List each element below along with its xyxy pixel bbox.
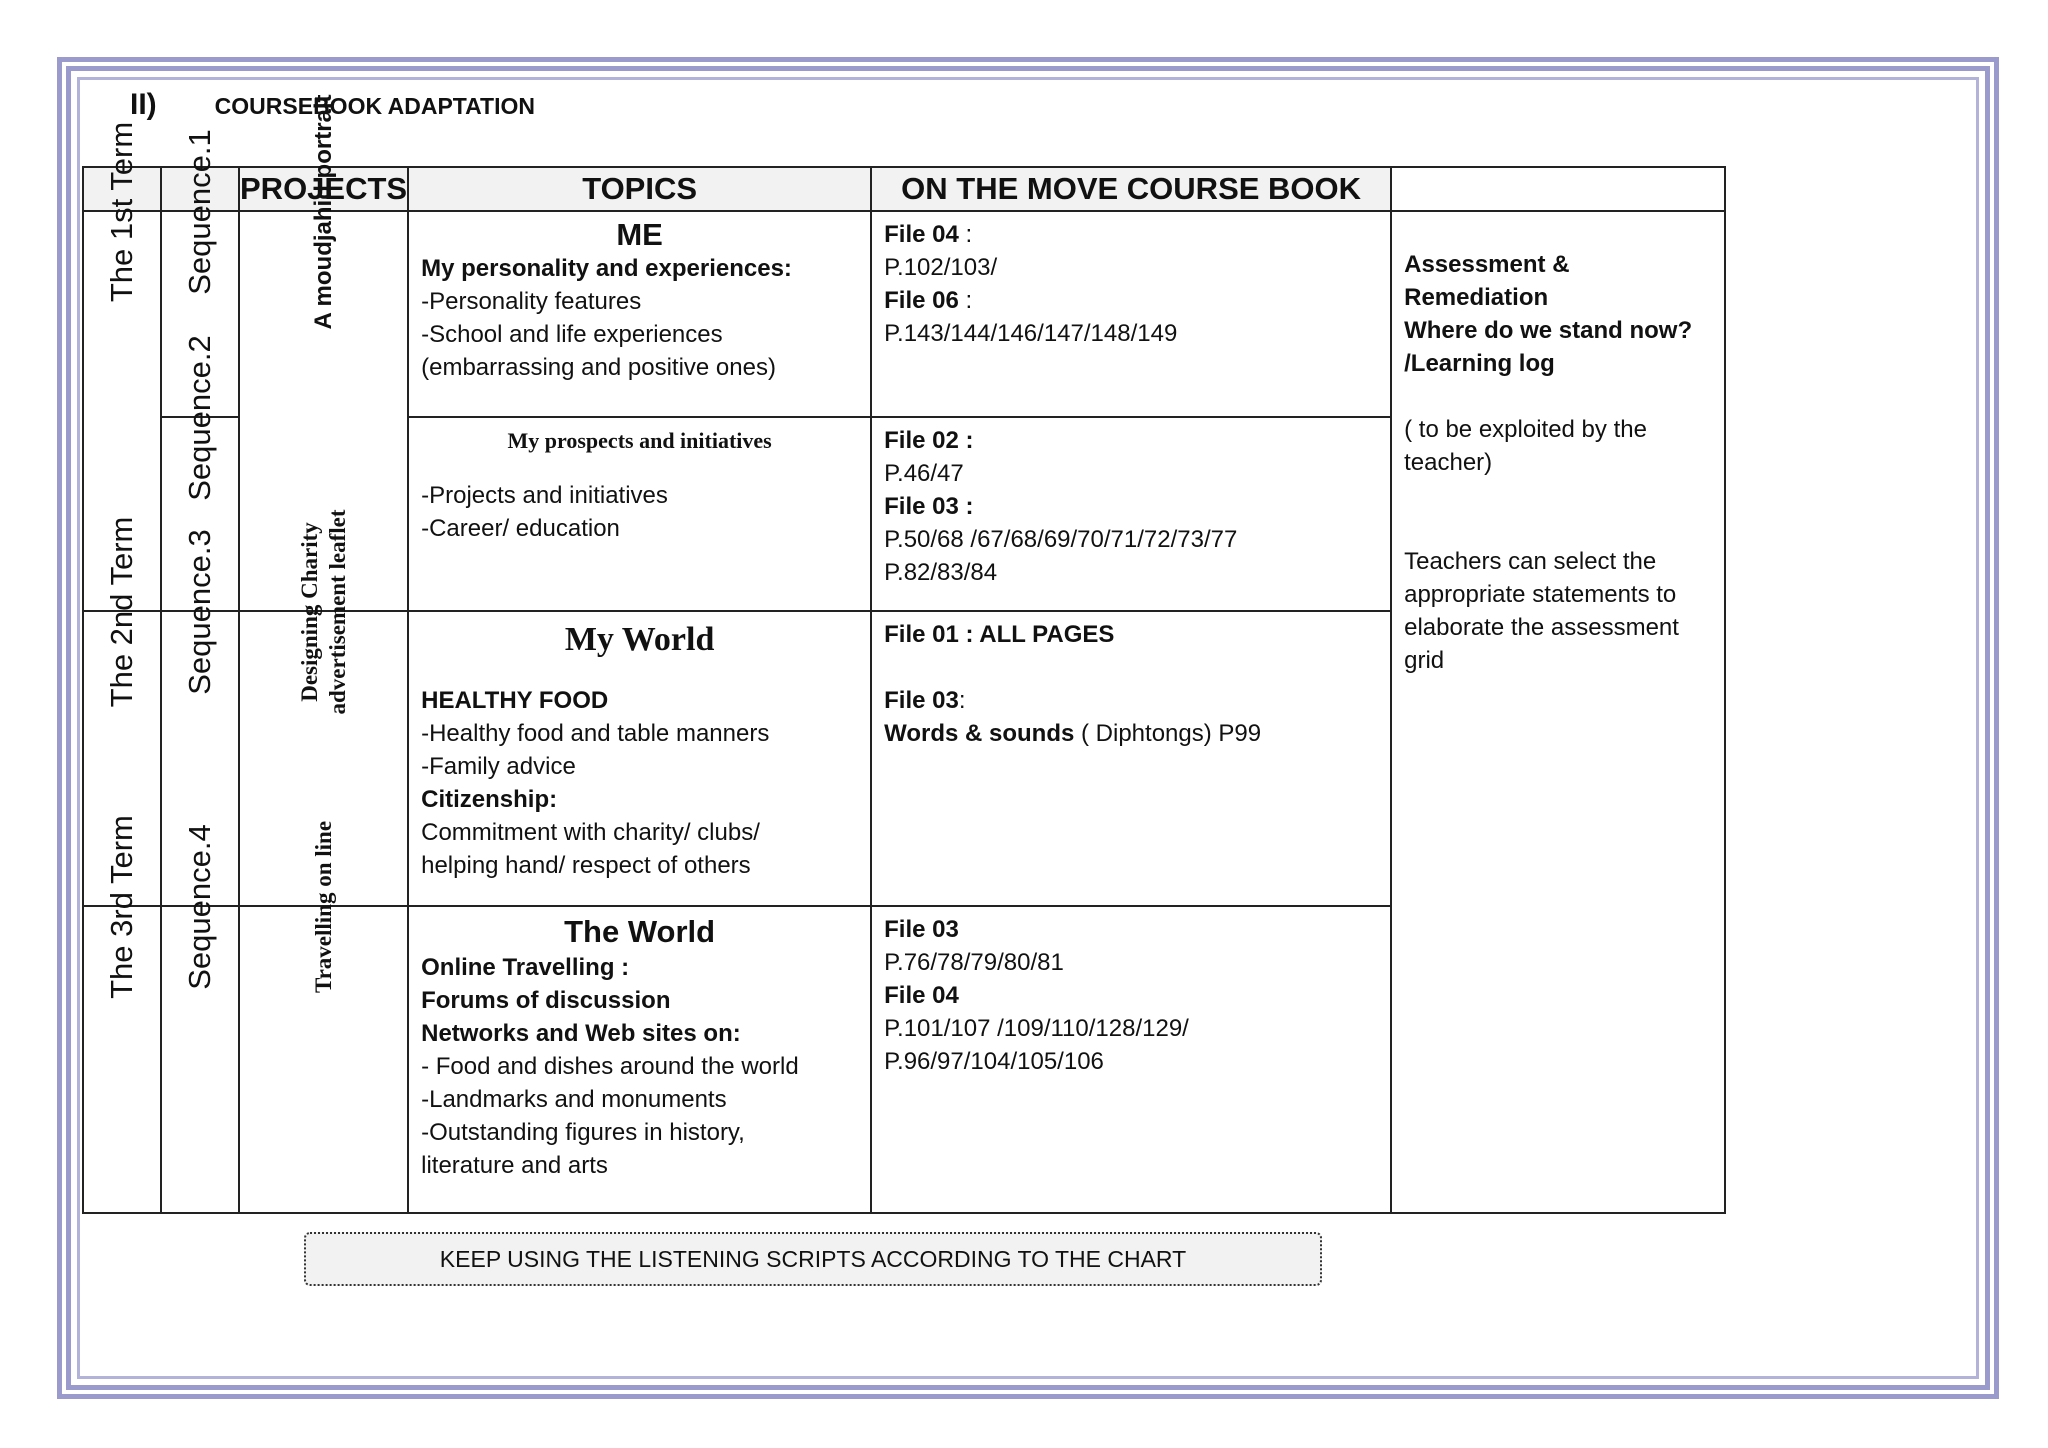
topic-line: -Healthy food and table manners — [421, 720, 770, 747]
topic-line: (embarrassing and positive ones) — [421, 354, 776, 381]
topic-line: -Outstanding figures in history, — [421, 1119, 745, 1146]
topic-heading: Citizenship: — [421, 786, 558, 813]
coursebook-cell — [871, 611, 1391, 906]
sequence-label: Sequence.3 — [182, 529, 217, 695]
topic-line: -Landmarks and monuments — [421, 1086, 727, 1113]
sequence-label: Sequence.1 — [182, 129, 217, 295]
section-number: II) — [130, 88, 157, 121]
topics-cell — [408, 417, 871, 611]
topic-line: -Career/ education — [421, 515, 620, 542]
topics-cell — [408, 611, 871, 906]
sequence-label: Sequence.4 — [182, 824, 217, 990]
project-cell — [239, 820, 408, 1213]
file-label: File 04 — [884, 982, 959, 1009]
file-label: File 04 — [884, 221, 959, 248]
header-coursebook: ON THE MOVE COURSE BOOK — [871, 167, 1391, 211]
file-label-suffix: : — [958, 221, 973, 248]
table-row — [83, 211, 1725, 417]
page-list: P.102/103/ — [884, 254, 998, 281]
page-list: P.101/107 /109/110/128/129/ — [884, 1015, 1189, 1042]
file-label: File 01 : ALL PAGES — [884, 621, 1115, 648]
topic-title: ME — [616, 217, 663, 252]
coursebook-cell — [871, 906, 1391, 1213]
project-label — [296, 509, 352, 714]
file-label: File 03 — [884, 687, 959, 714]
topic-line: -Family advice — [421, 753, 576, 780]
assessment-tip: grid — [1404, 647, 1445, 674]
page-list: P.76/78/79/80/81 — [884, 949, 1064, 976]
topic-heading: HEALTHY FOOD — [421, 687, 609, 714]
header-blank-right — [1391, 167, 1725, 211]
assessment-title: Assessment & Remediation — [1404, 251, 1570, 311]
topic-title: The World — [564, 914, 716, 949]
assessment-note: ( to be exploited by the — [1404, 416, 1647, 443]
topic-title: My prospects and initiatives — [507, 428, 772, 453]
assessment-tip: Teachers can select the — [1404, 548, 1657, 575]
topic-heading: Online Travelling : — [421, 954, 630, 981]
page-list: P.50/68 /67/68/69/70/71/72/73/77 — [884, 526, 1238, 553]
topic-heading: Networks and Web sites on: — [421, 1020, 741, 1047]
term-label: The 3rd Term — [104, 815, 139, 999]
assessment-tip: elaborate the assessment — [1404, 614, 1679, 641]
topics-cell — [408, 906, 871, 1213]
topic-line: helping hand/ respect of others — [421, 852, 751, 879]
assessment-tip: appropriate statements to — [1404, 581, 1677, 608]
topic-line: - Food and dishes around the world — [421, 1053, 799, 1080]
sequence-cell — [161, 824, 239, 1213]
file-label: File 06 — [884, 287, 959, 314]
project-label: Travelling on line — [310, 820, 336, 994]
coursebook-cell — [871, 417, 1391, 611]
coursebook-cell — [871, 211, 1391, 417]
listening-scripts-note: KEEP USING THE LISTENING SCRIPTS ACCORDING TO THE CHART — [304, 1232, 1322, 1286]
file-label: File 02 : — [884, 427, 974, 454]
project-label-line: Designing Charity — [296, 522, 322, 702]
topic-line: Commitment with charity/ clubs/ — [421, 819, 760, 846]
page-list: P.96/97/104/105/106 — [884, 1048, 1104, 1075]
page-list: P.46/47 — [884, 460, 964, 487]
topic-line: -Projects and initiatives — [421, 482, 668, 509]
topics-cell — [408, 211, 871, 417]
topic-line: literature and arts — [421, 1152, 608, 1179]
words-sounds-label: Words & sounds — [884, 720, 1075, 747]
term-cell — [83, 815, 161, 1213]
header-projects: PROJECTS — [239, 167, 408, 211]
topic-heading: My personality and experiences: — [421, 255, 792, 282]
assessment-subtitle: Where do we stand now? — [1404, 317, 1693, 344]
file-label: File 03 — [884, 916, 959, 943]
topic-heading: Forums of discussion — [421, 987, 671, 1014]
file-label: File 03 : — [884, 493, 974, 520]
topic-line: -School and life experiences — [421, 321, 723, 348]
assessment-subtitle: /Learning log — [1404, 350, 1555, 377]
term-label: The 1st Term — [104, 121, 139, 303]
page-list: P.143/144/146/147/148/149 — [884, 320, 1178, 347]
topic-line: -Personality features — [421, 288, 642, 315]
assessment-cell — [1391, 211, 1725, 1213]
file-label-suffix: : — [958, 687, 966, 714]
page-list: P.82/83/84 — [884, 559, 998, 586]
file-label-suffix: : — [958, 287, 973, 314]
assessment-note: teacher) — [1404, 449, 1493, 476]
header-topics: TOPICS — [408, 167, 871, 211]
term-label: The 2nd Term — [104, 516, 139, 708]
project-label: A moudjahid portrait — [309, 94, 337, 330]
sequence-label: Sequence.2 — [182, 335, 217, 501]
words-sounds-detail: ( Diphtongs) P99 — [1074, 720, 1262, 747]
section-title: COURSEBOOK ADAPTATION — [214, 93, 535, 119]
topic-title: My World — [564, 621, 715, 658]
project-label-line: advertisement leaflet — [324, 509, 350, 715]
